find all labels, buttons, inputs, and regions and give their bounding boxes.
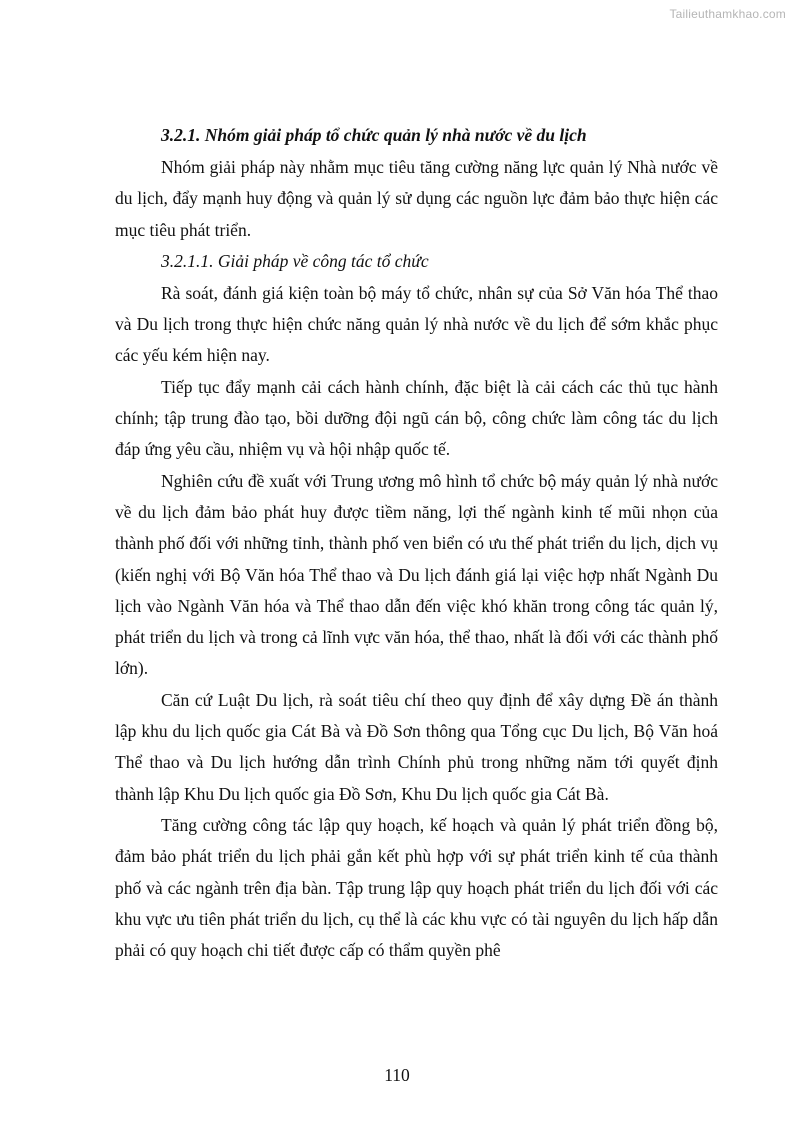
page-number: 110 (384, 1065, 410, 1085)
subsection-heading: 3.2.1.1. Giải pháp về công tác tổ chức (161, 250, 429, 271)
paragraph-1: Rà soát, đánh giá kiện toàn bộ máy tổ chức, nhân sự của Sở Văn hóa Thể thao và Du lịch trong thực hiện chức năng quản lý nhà nước về du lịch để sớm khắc phục các yếu kém hiện nay. (115, 282, 718, 366)
paragraph-3: Nghiên cứu đề xuất với Trung ương mô hình tổ chức bộ máy quản lý nhà nước về du lịch đảm bảo phát huy được tiềm năng, lợi thế ngành kinh tế mũi nhọn của thành phố đối với những tỉnh, thành phố ven biển có ưu thế phát triển du lịch, dịch vụ (kiến nghị với Bộ Văn hóa Thể thao và Du lịch đánh giá lại việc hợp nhất Ngành Du lịch vào Ngành Văn hóa và Thể thao dẫn đến việc khó khăn trong công tác quản lý, phát triển du lịch và trong cả lĩnh vực văn hóa, thể thao, nhất là đối với các thành phố lớn). (115, 470, 718, 679)
paragraph-4: Căn cứ Luật Du lịch, rà soát tiêu chí theo quy định để xây dựng Đề án thành lập khu du lịch quốc gia Cát Bà và Đồ Sơn thông qua Tổng cục Du lịch, Bộ Văn hoá Thể thao và Du lịch hướng dẫn trình Chính phủ trong những năm tới quyết định thành lập Khu Du lịch quốc gia Đồ Sơn, Khu Du lịch quốc gia Cát Bà. (115, 689, 718, 804)
paragraph-2: Tiếp tục đẩy mạnh cải cách hành chính, đặc biệt là cải cách các thủ tục hành chính; tập trung đào tạo, bồi dưỡng đội ngũ cán bộ, công chức làm công tác du lịch đáp ứng yêu cầu, nhiệm vụ và hội nhập quốc tế. (115, 376, 718, 460)
document-body (115, 120, 718, 966)
paragraph-5: Tăng cường công tác lập quy hoạch, kế hoạch và quản lý phát triển đồng bộ, đảm bảo phát triển du lịch phải gắn kết phù hợp với sự phát triển kinh tế của thành phố và các ngành trên địa bàn. Tập trung lập quy hoạch phát triển du lịch đối với các khu vực ưu tiên phát triển du lịch, cụ thể là các khu vực có tài nguyên du lịch hấp dẫn phải có quy hoạch chi tiết được cấp có thẩm quyền phê (115, 814, 718, 961)
intro-paragraph: Nhóm giải pháp này nhằm mục tiêu tăng cường năng lực quản lý Nhà nước về du lịch, đẩy mạnh huy động và quản lý sử dụng các nguồn lực đảm bảo thực hiện các mục tiêu phát triển. (115, 157, 718, 240)
section-heading: 3.2.1. Nhóm giải pháp tổ chức quản lý nhà nước về du lịch (161, 125, 587, 145)
watermark-text: Tailieuthamkhao.com (669, 7, 786, 21)
